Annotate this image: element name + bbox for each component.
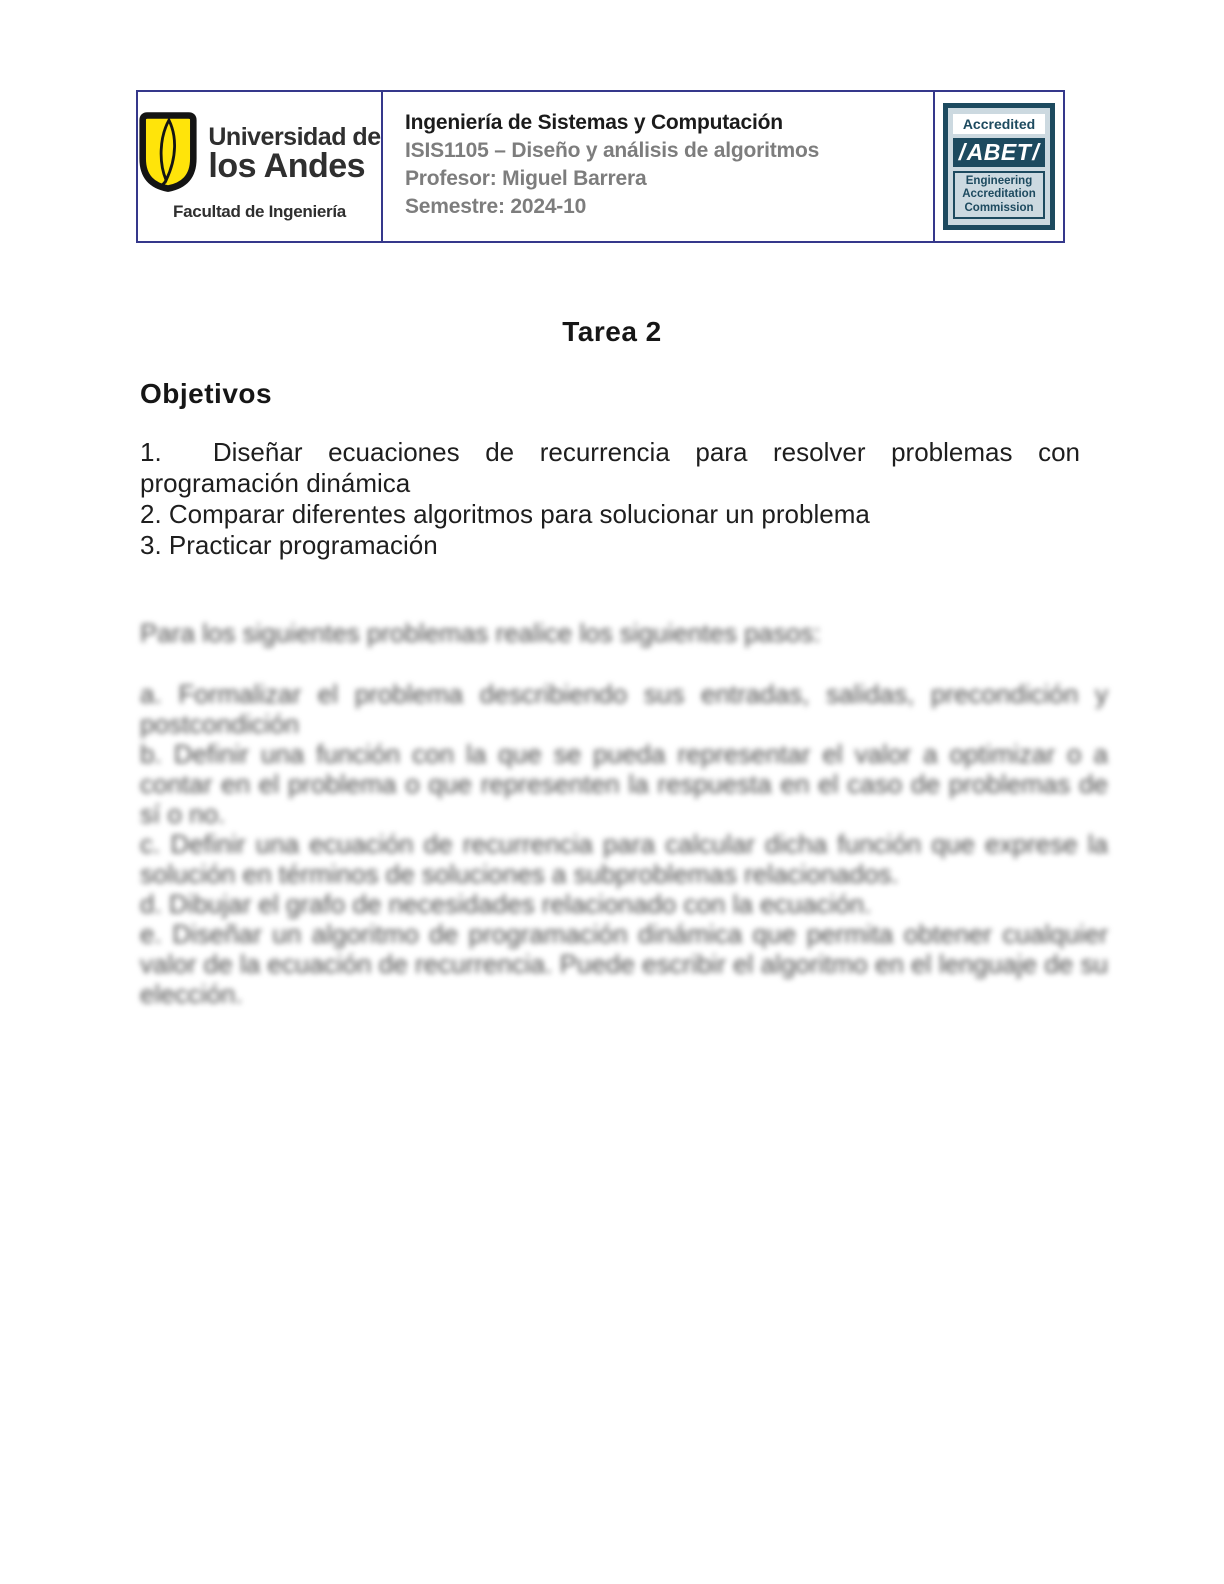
semester: Semestre: 2024-10 (405, 195, 587, 218)
course-name: ISIS1105 – Diseño y análisis de algoritmos (405, 139, 820, 162)
blurred-step-d: d. Dibujar el grafo de necesidades relacionado con la ecuación. (140, 889, 872, 919)
blurred-step-a: a. Formalizar el problema describiendo sus entradas, salidas, precondición y postcondición (140, 679, 1108, 739)
department-name: Ingeniería de Sistemas y Computación (405, 111, 783, 134)
abet-commission-line1: Engineering (965, 174, 1033, 187)
objective-item-1: 1. Diseñar ecuaciones de recurrencia para resolver problemas con programación dinámica (140, 437, 1080, 498)
university-logo-cell (138, 92, 383, 241)
university-name-line1: Universidad de (208, 122, 381, 151)
blurred-instructions-intro: Para los siguientes problemas realice los siguientes pasos: (140, 618, 821, 648)
professor-name: Profesor: Miguel Barrera (405, 167, 647, 190)
blurred-step-c: c. Definir una ecuación de recurrencia para calcular dicha función que exprese la solución en términos de soluciones a subproblemas relacionados. (140, 829, 1108, 889)
blurred-step-b: b. Definir una función con la que se pueda representar el valor a optimizar o a contar en el problema o que representen la respuesta en el caso de problemas de sí o no. (140, 739, 1108, 829)
objective-item-3: 3. Practicar programación (140, 530, 438, 560)
objectives-heading: Objetivos (140, 378, 273, 409)
abet-logo-cell (935, 92, 1063, 241)
objective-item-2: 2. Comparar diferentes algoritmos para solucionar un problema (140, 499, 870, 529)
faculty-name: Facultad de Ingeniería (173, 202, 346, 221)
blurred-instructions-steps (140, 679, 1108, 1009)
abet-commission-line3: Commission (964, 201, 1034, 214)
abet-accredited-label: Accredited (953, 114, 1045, 134)
abet-commission-line2: Accreditation (962, 188, 1036, 201)
course-info-cell (383, 92, 935, 241)
university-shield-icon (138, 111, 198, 195)
university-logo (138, 111, 380, 222)
university-name-line2: los Andes (208, 146, 366, 185)
abet-wordmark: / ABET / (953, 138, 1045, 167)
blurred-step-e: e. Diseñar un algoritmo de programación dinámica que permita obtener cualquier valor de la ecuación de recurrencia. Puede escribir el algoritmo en el lenguaje de su elección. (140, 919, 1108, 1009)
abet-badge (943, 103, 1055, 231)
objectives-list (140, 437, 1080, 561)
document-title: Tarea 2 (562, 316, 662, 347)
document-header (136, 90, 1065, 243)
abet-commission-label (953, 171, 1045, 220)
